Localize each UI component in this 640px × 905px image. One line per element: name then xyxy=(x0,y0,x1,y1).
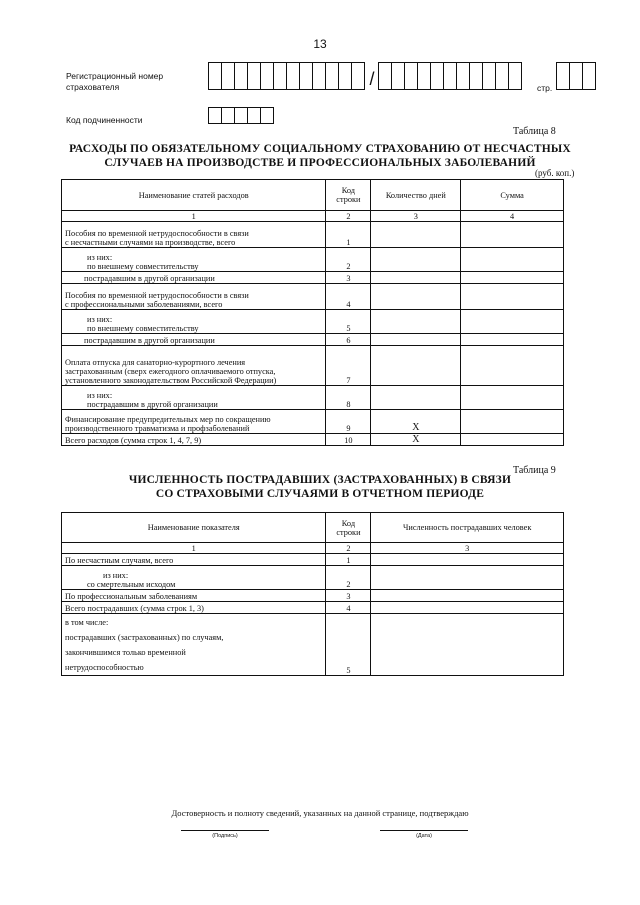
table8-title-line2: СЛУЧАЕВ НА ПРОИЗВОДСТВЕ И ПРОФЕССИОНАЛЬНЫХ ЗАБОЛЕВАНИЙ xyxy=(104,157,536,169)
table8-row5-sum[interactable] xyxy=(461,310,564,334)
table8-row3-code: 3 xyxy=(326,272,371,284)
table9-tag: Таблица 9 xyxy=(513,465,556,476)
table9-title-line2: СО СТРАХОВЫМИ СЛУЧАЯМИ В ОТЧЕТНОМ ПЕРИОДЕ xyxy=(155,488,485,500)
col-number: 1 xyxy=(62,543,326,554)
reg-box[interactable] xyxy=(404,62,418,90)
reg-box[interactable] xyxy=(391,62,405,90)
col-number: 2 xyxy=(326,211,371,222)
reg-box[interactable] xyxy=(469,62,483,90)
reg-box[interactable] xyxy=(312,62,326,90)
sub-box[interactable] xyxy=(247,107,261,124)
table8-row10-sum[interactable] xyxy=(461,434,564,446)
reg-box[interactable] xyxy=(299,62,313,90)
reg-box[interactable] xyxy=(378,62,392,90)
reg-box[interactable] xyxy=(234,62,248,90)
signature-caption: (Подпись) xyxy=(212,833,238,839)
table8-row1-label: Пособия по временной нетрудоспособности в связи с несчастными случаями на производстве, всего xyxy=(62,222,326,248)
table8-row10-days-x: X xyxy=(371,434,461,446)
signature-line[interactable] xyxy=(181,830,269,831)
table9-header-name: Наименование показателя xyxy=(62,513,326,543)
table8-row6-label: пострадавшим в другой организации xyxy=(62,334,326,346)
reg-box[interactable] xyxy=(430,62,444,90)
table8-header-name: Наименование статей расходов xyxy=(62,180,326,211)
table8-row4-label: Пособия по временной нетрудоспособности в связи с профессиональными заболеваниями, всего xyxy=(62,284,326,310)
table9-row3-label: По профессиональным заболеваниям xyxy=(62,590,326,602)
col-number: 3 xyxy=(371,543,564,554)
col-number: 2 xyxy=(326,543,371,554)
reg-box[interactable] xyxy=(208,62,222,90)
table9-row1-code: 1 xyxy=(326,554,371,566)
table8-row10-label: Всего расходов (сумма строк 1, 4, 7, 9) xyxy=(62,434,326,446)
reg-box[interactable] xyxy=(495,62,509,90)
col-number: 1 xyxy=(62,211,326,222)
table9-row1-count[interactable] xyxy=(371,554,564,566)
page-box[interactable] xyxy=(582,62,596,90)
table8-row9-code: 9 xyxy=(326,410,371,434)
table9-row2-label: из них: со смертельным исходом xyxy=(62,566,326,590)
table9-row1-label: По несчастным случаям, всего xyxy=(62,554,326,566)
table8-row4-sum[interactable] xyxy=(461,284,564,310)
table8-title-line1: РАСХОДЫ ПО ОБЯЗАТЕЛЬНОМУ СОЦИАЛЬНОМУ СТРАХОВАНИЮ ОТ НЕСЧАСТНЫХ xyxy=(69,143,571,155)
table8-row3-days[interactable] xyxy=(371,272,461,284)
page-box[interactable] xyxy=(569,62,583,90)
table8-row7-days[interactable] xyxy=(371,346,461,386)
table8-row1-days[interactable] xyxy=(371,222,461,248)
reg-box[interactable] xyxy=(273,62,287,90)
table8-row5-label: из них: по внешнему совместительству xyxy=(62,310,326,334)
table8-unit: (руб. коп.) xyxy=(535,168,575,178)
table8-row1-code: 1 xyxy=(326,222,371,248)
subordination-code-boxes[interactable] xyxy=(209,107,274,124)
table8-header-code: Код строки xyxy=(326,180,371,211)
reg-box[interactable] xyxy=(286,62,300,90)
table9-row4-count[interactable] xyxy=(371,602,564,614)
sub-box[interactable] xyxy=(234,107,248,124)
table8-row8-sum[interactable] xyxy=(461,386,564,410)
table8-header-days: Количество дней xyxy=(371,180,461,211)
table8-row3-label: пострадавшим в другой организации xyxy=(62,272,326,284)
page-label: стр. xyxy=(537,83,553,93)
table8-row4-code: 4 xyxy=(326,284,371,310)
reg-box[interactable] xyxy=(443,62,457,90)
subordination-code-label: Код подчиненности xyxy=(66,115,143,125)
confirmation-text: Достоверность и полноту сведений, указанных на данной странице, подтверждаю xyxy=(171,808,469,818)
reg-box[interactable] xyxy=(417,62,431,90)
col-number: 4 xyxy=(461,211,564,222)
table8-row4-days[interactable] xyxy=(371,284,461,310)
table8-row2-days[interactable] xyxy=(371,248,461,272)
table8-row6-code: 6 xyxy=(326,334,371,346)
reg-box[interactable] xyxy=(260,62,274,90)
table8-row9-sum[interactable] xyxy=(461,410,564,434)
table8-row7-sum[interactable] xyxy=(461,346,564,386)
table9-title-line1: ЧИСЛЕННОСТЬ ПОСТРАДАВШИХ (ЗАСТРАХОВАННЫХ) В СВЯЗИ xyxy=(128,474,512,486)
table9-row5-count[interactable] xyxy=(371,614,564,676)
table9-header-count: Численность пострадавших человек xyxy=(371,513,564,543)
col-number: 3 xyxy=(371,211,461,222)
table8-row2-code: 2 xyxy=(326,248,371,272)
reg-box[interactable] xyxy=(325,62,339,90)
table8-row7-code: 7 xyxy=(326,346,371,386)
table8-row7-label: Оплата отпуска для санаторно-курортного лечения застрахованным (сверх ежегодного оплачиваемого отпуска, установленного законодательством Российской Федерации) xyxy=(62,346,326,386)
sub-box[interactable] xyxy=(260,107,274,124)
table8 xyxy=(61,179,564,446)
page-box[interactable] xyxy=(556,62,570,90)
reg-box[interactable] xyxy=(351,62,365,90)
table8-row9-label: Финансирование предупредительных мер по сокращению производственного травматизма и профзаболеваний xyxy=(62,410,326,434)
registration-number-boxes[interactable] xyxy=(209,62,522,90)
sub-box[interactable] xyxy=(208,107,222,124)
table8-row8-label: из них: пострадавшим в другой организации xyxy=(62,386,326,410)
table9-row4-code: 4 xyxy=(326,602,371,614)
page-number-boxes[interactable] xyxy=(557,62,596,90)
table9-row4-label: Всего пострадавших (сумма строк 1, 3) xyxy=(62,602,326,614)
table8-tag: Таблица 8 xyxy=(513,126,556,137)
table8-row1-sum[interactable] xyxy=(461,222,564,248)
reg-box[interactable] xyxy=(508,62,522,90)
table8-row6-sum[interactable] xyxy=(461,334,564,346)
table9-row5-code: 5 xyxy=(326,614,371,676)
table9-row2-count[interactable] xyxy=(371,566,564,590)
table9-row5-label: в том числе: пострадавших (застрахованных) по случаям, закончившимся только временной нетрудоспособностью xyxy=(62,614,326,676)
page-number: 13 xyxy=(313,37,327,51)
table8-row6-days[interactable] xyxy=(371,334,461,346)
reg-box[interactable] xyxy=(456,62,470,90)
table8-row3-sum[interactable] xyxy=(461,272,564,284)
sub-box[interactable] xyxy=(221,107,235,124)
registration-slash: / xyxy=(369,69,375,89)
table8-row5-days[interactable] xyxy=(371,310,461,334)
table8-row5-code: 5 xyxy=(326,310,371,334)
reg-box[interactable] xyxy=(482,62,496,90)
table9-row2-code: 2 xyxy=(326,566,371,590)
reg-box[interactable] xyxy=(221,62,235,90)
table9 xyxy=(61,512,564,676)
table8-row8-code: 8 xyxy=(326,386,371,410)
table9-row3-count[interactable] xyxy=(371,590,564,602)
table9-row3-code: 3 xyxy=(326,590,371,602)
date-line[interactable] xyxy=(380,830,468,831)
table8-row2-label: из них: по внешнему совместительству xyxy=(62,248,326,272)
date-caption: (Дата) xyxy=(416,833,432,839)
registration-number-label: Регистрационный номер страхователя xyxy=(66,71,164,92)
reg-box[interactable] xyxy=(338,62,352,90)
table8-header-sum: Сумма xyxy=(461,180,564,211)
table8-row8-days[interactable] xyxy=(371,386,461,410)
table8-row10-code: 10 xyxy=(326,434,371,446)
table9-header-code: Код строки xyxy=(326,513,371,543)
reg-box[interactable] xyxy=(247,62,261,90)
table8-row9-days-x: X xyxy=(371,410,461,434)
table8-row2-sum[interactable] xyxy=(461,248,564,272)
